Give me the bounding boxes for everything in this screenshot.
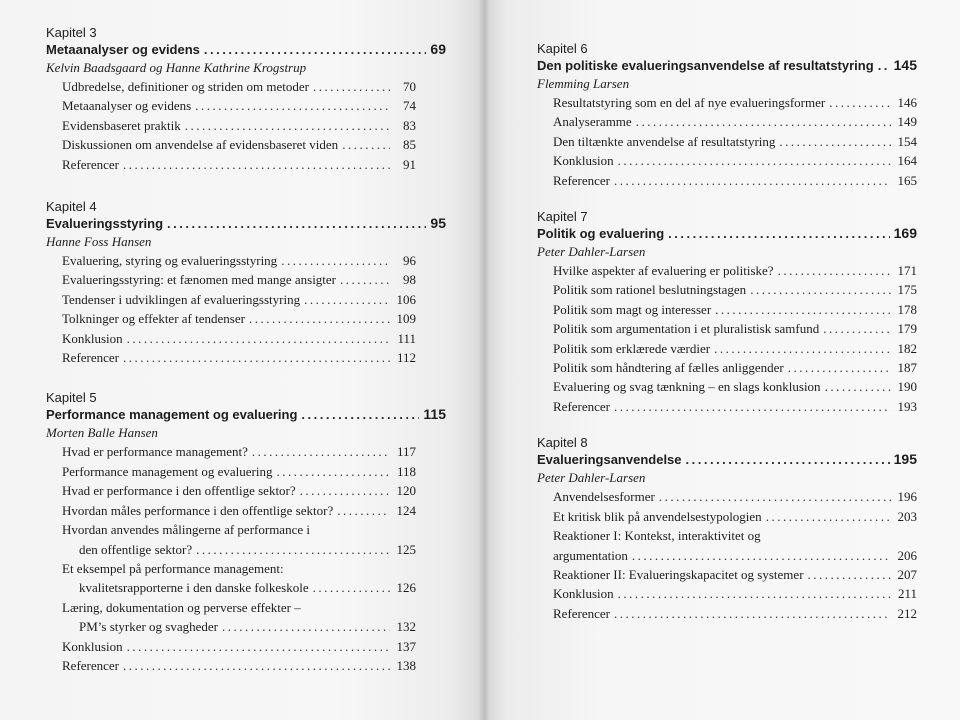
chapter-entry: [537, 434, 917, 623]
section-title: Referencer: [553, 605, 611, 621]
section-entry: [46, 442, 446, 461]
section-page-number: 98: [403, 272, 416, 288]
section-title: Evaluering og svag tænkning – en slags konklusion: [553, 379, 821, 395]
dot-leader: [750, 280, 891, 299]
dot-leader: [167, 215, 426, 232]
dot-leader: [779, 132, 891, 151]
section-entry: [537, 397, 917, 416]
chapter-title-row: [537, 225, 917, 242]
dot-leader: [300, 481, 390, 500]
section-entry: [46, 329, 446, 348]
section-entry: [46, 116, 446, 135]
section-entry: [46, 578, 446, 597]
section-page-number: 212: [897, 605, 917, 621]
section-title: Politik som magt og interesser: [553, 301, 712, 317]
chapter-authors: Peter Dahler-Larsen: [537, 244, 646, 260]
section-page-number: 171: [897, 263, 917, 279]
dot-leader: [668, 225, 890, 242]
dot-leader: [825, 377, 891, 396]
section-page-number: 175: [897, 282, 917, 298]
section-page-number: 203: [897, 508, 917, 524]
section-entry: [46, 270, 446, 289]
section-title: Hvordan måles performance i den offentlige sektor?: [62, 502, 334, 518]
chapter-authors: Morten Balle Hansen: [46, 425, 158, 441]
dot-leader: [313, 578, 390, 597]
section-entry: [537, 487, 917, 506]
section-entry: [537, 584, 917, 603]
dot-leader: [313, 77, 390, 96]
section-entry: [537, 507, 917, 526]
section-page-number: 178: [897, 301, 917, 317]
section-page-number: 165: [897, 172, 917, 188]
chapter-title-row: [537, 57, 917, 74]
section-title: Konklusion: [62, 330, 123, 346]
dot-leader: [808, 565, 891, 584]
section-title: Politik som erklærede værdier: [553, 340, 711, 356]
section-title: Et eksempel på performance management:: [62, 560, 284, 576]
chapter-number: Kapitel 4: [46, 199, 97, 215]
dot-leader: [715, 300, 891, 319]
section-page-number: 146: [897, 95, 917, 110]
section-entry: [537, 358, 917, 377]
book-spine: [478, 0, 490, 720]
section-title: Reaktioner II: Evalueringskapacitet og systemer: [553, 566, 804, 582]
section-title: Performance management og evaluering: [62, 463, 273, 479]
section-title: Hvad er performance management?: [62, 444, 248, 460]
section-title: argumentation: [553, 547, 628, 563]
dot-leader: [636, 112, 891, 131]
section-page-number: 111: [397, 330, 416, 346]
section-page-number: 132: [396, 619, 416, 635]
section-entry: [537, 132, 917, 151]
section-entry: [537, 546, 917, 565]
section-entry: [46, 462, 446, 481]
section-entry: [46, 348, 446, 367]
chapter-title: Den politiske evalueringsanvendelse af resultatstyring: [537, 58, 874, 73]
dot-leader: [340, 270, 390, 289]
section-entry: [46, 155, 446, 174]
section-entry: [46, 617, 446, 636]
dot-leader: [823, 319, 891, 338]
dot-leader: [714, 339, 891, 358]
chapter-entry: [537, 208, 917, 416]
dot-leader: [127, 637, 390, 656]
section-title: Referencer: [62, 156, 120, 172]
section-title: Evidensbaseret praktik: [62, 117, 181, 133]
chapter-number: Kapitel 7: [537, 209, 588, 225]
dot-leader: [878, 57, 890, 74]
section-title: Hvordan anvendes målingerne af performance i: [62, 522, 310, 538]
section-entry: [537, 280, 917, 299]
section-title: Reaktioner I: Kontekst, interaktivitet og: [553, 528, 761, 544]
section-entry: [46, 96, 446, 115]
chapter-authors: Flemming Larsen: [537, 76, 630, 91]
section-entry: [46, 309, 446, 328]
section-page-number: 126: [396, 580, 416, 596]
section-title: kvalitetsrapporterne i den danske folkeskole: [79, 580, 309, 596]
dot-leader: [829, 93, 891, 112]
chapter-title: Performance management og evaluering: [46, 407, 298, 423]
dot-leader: [766, 507, 891, 526]
dot-leader: [618, 151, 891, 170]
section-page-number: 70: [403, 79, 416, 94]
section-entry: [537, 565, 917, 584]
section-page-number: 120: [396, 483, 416, 499]
section-title: Den tiltænkte anvendelse af resultatstyring: [553, 133, 776, 149]
section-title: PM’s styrker og svagheder: [79, 619, 219, 635]
section-entry: [537, 171, 917, 190]
section-entry: [46, 656, 446, 675]
section-page-number: 117: [396, 444, 416, 460]
section-title: Referencer: [553, 172, 611, 188]
dot-leader: [614, 397, 891, 416]
chapter-authors: Peter Dahler-Larsen: [537, 470, 646, 486]
dot-leader: [249, 309, 390, 328]
section-entry: [46, 501, 446, 520]
section-entry: [46, 77, 446, 96]
section-page-number: 138: [396, 657, 416, 673]
chapter-title-row: [46, 406, 446, 423]
section-entry: [46, 251, 446, 270]
section-page-number: 118: [396, 463, 416, 479]
chapter-title: Metaanalyser og evidens: [46, 42, 200, 57]
right-page-toc: [537, 40, 917, 623]
section-title: Resultatstyring som en del af nye evalueringsformer: [553, 95, 826, 110]
dot-leader: [185, 116, 390, 135]
chapter-number: Kapitel 8: [537, 435, 588, 451]
chapter-title: Evalueringsanvendelse: [537, 452, 682, 468]
section-page-number: 196: [897, 489, 917, 505]
section-page-number: 91: [403, 156, 416, 172]
section-page-number: 154: [897, 133, 917, 149]
section-page-number: 164: [897, 153, 917, 169]
chapter-title: Politik og evaluering: [537, 226, 665, 242]
section-page-number: 125: [396, 541, 416, 557]
section-entry: [537, 319, 917, 338]
section-entry: [46, 540, 446, 559]
section-page-number: 137: [396, 638, 416, 654]
section-entry: [537, 300, 917, 319]
chapter-page-number: 169: [893, 225, 917, 242]
section-page-number: 124: [396, 502, 416, 518]
section-title: Referencer: [62, 350, 120, 366]
section-title: Konklusion: [553, 153, 614, 169]
chapter-title-row: [46, 215, 446, 232]
section-entry: [537, 151, 917, 170]
chapter-page-number: 145: [893, 57, 917, 73]
section-page-number: 193: [897, 398, 917, 414]
dot-leader: [342, 135, 390, 154]
chapter-number: Kapitel 3: [46, 25, 97, 40]
chapter-title-row: [46, 41, 446, 58]
dot-leader: [127, 329, 390, 348]
dot-leader: [632, 546, 891, 565]
section-page-number: 109: [396, 311, 416, 327]
dot-leader: [301, 406, 419, 423]
section-title: Politik som rationel beslutningstagen: [553, 282, 747, 298]
dot-leader: [659, 487, 891, 506]
chapter-entry: [537, 40, 917, 190]
section-entry: [46, 520, 446, 539]
section-page-number: 83: [403, 117, 416, 133]
dot-leader: [788, 358, 891, 377]
section-entry: [46, 559, 446, 578]
section-title: Politik som argumentation i et pluralistisk samfund: [553, 321, 820, 337]
dot-leader: [123, 155, 390, 174]
chapter-page-number: 69: [430, 41, 446, 57]
section-entry: [537, 112, 917, 131]
dot-leader: [222, 617, 390, 636]
dot-leader: [196, 540, 390, 559]
section-title: Konklusion: [553, 586, 614, 602]
section-title: Udbredelse, definitioner og striden om metoder: [62, 79, 309, 94]
section-entry: [537, 604, 917, 623]
section-title: Analyseramme: [553, 114, 632, 130]
chapter-page-number: 95: [430, 215, 446, 232]
section-title: Anvendelsesformer: [553, 489, 655, 505]
section-page-number: 206: [897, 547, 917, 563]
dot-leader: [204, 41, 427, 58]
section-title: Tendenser i udviklingen af evalueringsstyring: [62, 291, 301, 307]
section-entry: [46, 290, 446, 309]
dot-leader: [337, 501, 390, 520]
dot-leader: [618, 584, 891, 603]
chapter-title: Evalueringsstyring: [46, 216, 164, 232]
chapter-title-row: [537, 451, 917, 468]
section-page-number: 74: [403, 98, 416, 114]
section-page-number: 112: [396, 350, 416, 366]
dot-leader: [614, 171, 891, 190]
section-title: Et kritisk blik på anvendelsestypologien: [553, 508, 762, 524]
chapter-entry: [46, 198, 446, 367]
section-entry: [537, 339, 917, 358]
dot-leader: [281, 251, 390, 270]
chapter-authors: Hanne Foss Hansen: [46, 234, 152, 250]
section-page-number: 182: [897, 340, 917, 356]
section-page-number: 187: [897, 360, 917, 376]
section-title: Referencer: [62, 657, 120, 673]
chapter-entry: [46, 24, 446, 174]
left-page-toc: [46, 24, 446, 675]
dot-leader: [123, 656, 390, 675]
dot-leader: [778, 261, 891, 280]
section-entry: [537, 377, 917, 396]
chapter-page-number: 195: [893, 451, 917, 468]
section-entry: [46, 481, 446, 500]
chapter-number: Kapitel 6: [537, 41, 588, 56]
section-entry: [537, 261, 917, 280]
section-title: Læring, dokumentation og perverse effekter –: [62, 599, 301, 615]
section-title: Evaluering, styring og evalueringsstyring: [62, 253, 278, 269]
section-page-number: 179: [897, 321, 917, 337]
section-title: Hvad er performance i den offentlige sektor?: [62, 483, 296, 499]
dot-leader: [123, 348, 390, 367]
section-entry: [537, 526, 917, 545]
section-page-number: 207: [897, 566, 917, 582]
section-title: Politik som håndtering af fælles anliggender: [553, 360, 784, 376]
section-entry: [46, 135, 446, 154]
section-page-number: 106: [396, 291, 416, 307]
dot-leader: [195, 96, 390, 115]
section-entry: [46, 598, 446, 617]
dot-leader: [252, 442, 390, 461]
section-title: Diskussionen om anvendelse af evidensbaseret viden: [62, 137, 339, 153]
section-title: den offentlige sektor?: [79, 541, 193, 557]
chapter-authors: Kelvin Baadsgaard og Hanne Kathrine Krogstrup: [46, 60, 307, 75]
chapter-entry: [46, 389, 446, 675]
dot-leader: [686, 451, 890, 468]
dot-leader: [614, 604, 891, 623]
section-title: Hvilke aspekter af evaluering er politiske?: [553, 263, 774, 279]
dot-leader: [276, 462, 390, 481]
dot-leader: [304, 290, 390, 309]
section-page-number: 85: [403, 137, 416, 153]
section-page-number: 149: [897, 114, 917, 130]
chapter-page-number: 115: [423, 406, 446, 423]
section-title: Konklusion: [62, 638, 123, 654]
section-page-number: 211: [897, 586, 917, 602]
section-page-number: 96: [403, 253, 416, 269]
section-title: Tolkninger og effekter af tendenser: [62, 311, 245, 327]
section-entry: [46, 637, 446, 656]
section-title: Referencer: [553, 398, 611, 414]
section-entry: [537, 93, 917, 112]
chapter-number: Kapitel 5: [46, 390, 97, 406]
section-title: Metaanalyser og evidens: [62, 98, 192, 114]
section-page-number: 190: [897, 379, 917, 395]
section-title: Evalueringsstyring: et fænomen med mange ansigter: [62, 272, 337, 288]
